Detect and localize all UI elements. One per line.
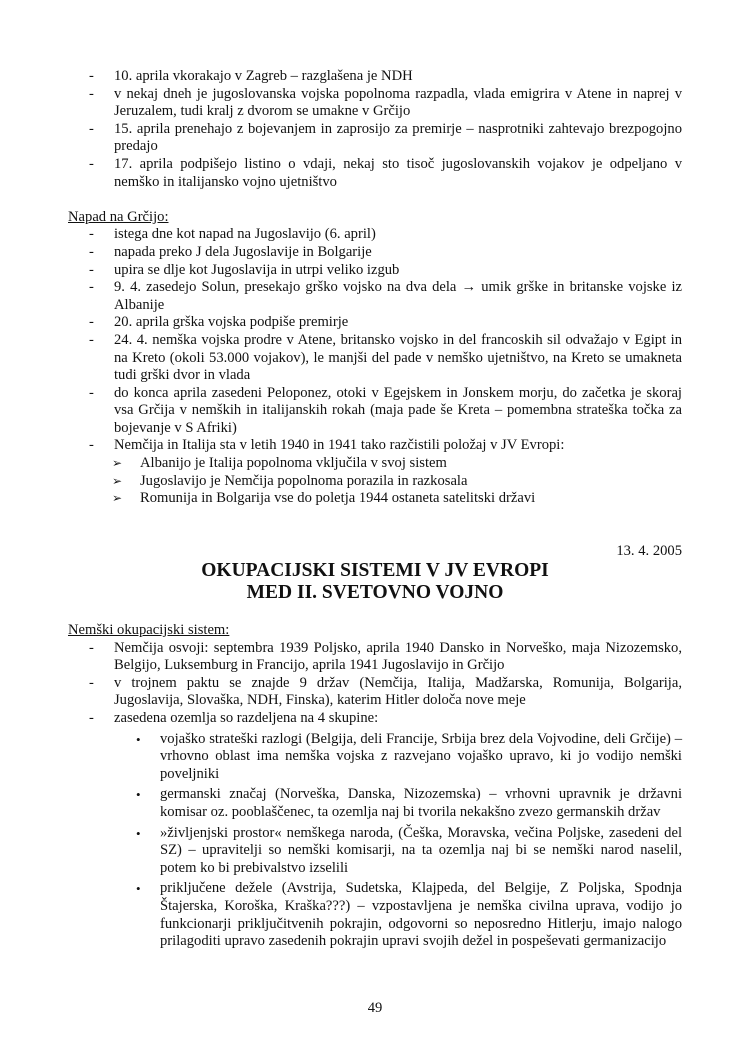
dash-marker: - bbox=[89, 331, 94, 348]
list-item bbox=[68, 262, 682, 280]
list-item-text: Nemčija in Italija sta v letih 1940 in 1941 tako razčistili položaj v JV Evropi: bbox=[114, 437, 565, 454]
arrow-bullet-icon: ➢ bbox=[112, 456, 123, 471]
bullet-dot-icon: • bbox=[136, 881, 141, 897]
list-item-text: do konca aprila zasedeni Peloponez, otoki v Egejskem in Jonskem morju, do začetka je skoraj vsa Grčija v nemških in italijanskih rokah (maja pade še Kreta – pomembna strateška točka za bojevanje v S Afriki) bbox=[114, 384, 682, 436]
list-item-text: zasedena ozemlja so razdeljena na 4 skupine: bbox=[114, 710, 379, 726]
list-item-text: 15. aprila prenehajo z bojevanjem in zaprosijo za premirje – nasprotniki zahtevajo brezpogojno predajo bbox=[114, 120, 682, 155]
list-item-text: 17. aprila podpišejo listino o vdaji, nekaj sto tisoč jugoslovanskih vojakov je odpeljano v nemško in italijansko vojno ujetništvo bbox=[114, 155, 682, 190]
sub-list-item bbox=[68, 473, 682, 491]
sub-list-item bbox=[68, 455, 682, 473]
list-item-text: istega dne kot napad na Jugoslavijo (6. april) bbox=[114, 226, 376, 243]
group-item-text: germanski značaj (Norveška, Danska, Nizozemska) – vrhovni upravnik je državni komisar oz. pooblaščenec, ta ozemlja naj bi tvorila nekakšno zvezo germanskih držav bbox=[160, 786, 682, 820]
greece-sub-list bbox=[68, 455, 682, 508]
list-item bbox=[68, 86, 682, 121]
occupation-groups-list bbox=[68, 731, 682, 951]
list-item bbox=[68, 675, 682, 710]
dash-marker: - bbox=[89, 155, 94, 172]
list-item-text: 24. 4. nemška vojska prodre v Atene, britansko vojsko in del francoskih sil odvažajo v Egipt in na Kreto (okoli 53.000 vojakov), le manjši del pade v nemško ujetništvo, na Kreto se umakneta tudi grški dvor in vlada bbox=[114, 331, 682, 384]
dash-marker: - bbox=[89, 226, 94, 243]
dash-marker: - bbox=[89, 85, 94, 102]
intro-list bbox=[68, 68, 682, 191]
list-item bbox=[68, 314, 682, 332]
section-heading-german-system: Nemški okupacijski sistem: bbox=[68, 622, 230, 639]
section-heading-greece: Napad na Grčijo: bbox=[68, 208, 169, 225]
occupation-group-item bbox=[68, 880, 682, 950]
dash-marker: - bbox=[89, 710, 94, 726]
page-title-line-2: MED II. SVETOVNO VOJNO bbox=[246, 582, 504, 604]
list-item-text: v nekaj dneh je jugoslovanska vojska popolnoma razpadla, vlada emigrira v Atene in naprej v Jeruzalem, tudi kralj z dvorom se umakne v Grčijo bbox=[114, 85, 682, 120]
dash-marker: - bbox=[89, 384, 94, 401]
list-item bbox=[68, 68, 682, 86]
german-list bbox=[68, 640, 682, 728]
bullet-dot-icon: • bbox=[136, 731, 141, 747]
sub-list-item-text: Romunija in Bolgarija vse do poletja 1944 ostaneta satelitski državi bbox=[140, 490, 536, 507]
page-number: 49 bbox=[367, 1000, 383, 1016]
list-item-text: 9. 4. zasedejo Solun, presekajo grško vojsko na dva dela → umik grške in britanske vojske iz Albanije bbox=[114, 279, 682, 313]
occupation-group-item bbox=[68, 825, 682, 878]
sub-list-item-text: Jugoslavijo je Nemčija popolnoma porazila in razkosala bbox=[140, 472, 468, 489]
arrow-bullet-icon: ➢ bbox=[112, 491, 123, 506]
dash-marker: - bbox=[89, 279, 94, 296]
lecture-date: 13. 4. 2005 bbox=[616, 542, 682, 559]
sub-list-item bbox=[68, 490, 682, 508]
dash-marker: - bbox=[89, 437, 94, 454]
list-item-text: Nemčija osvoji: septembra 1939 Poljsko, aprila 1940 Dansko in Norveško, maja Nizozemsko, Belgijo, Luksemburg in Francijo, aprila 1941 Jugoslavijo in Grčijo bbox=[114, 639, 682, 674]
list-item-text: napada preko J dela Jugoslavije in Bolgarije bbox=[114, 243, 372, 260]
arrow-bullet-icon: ➢ bbox=[112, 473, 123, 488]
list-item bbox=[68, 156, 682, 191]
list-item bbox=[68, 332, 682, 385]
dash-marker: - bbox=[89, 120, 94, 137]
dash-marker: - bbox=[89, 261, 94, 278]
dash-marker: - bbox=[89, 68, 94, 84]
greece-list bbox=[68, 226, 682, 455]
list-item bbox=[68, 121, 682, 156]
group-item-text: »življenjski prostor« nemškega naroda, (Češka, Moravska, večina Poljske, zasedeni del SZ) – upravitelji so nemški komisarji, na ta ozemlja naj bi se nemški narod naselil, potem ko bi prebivalstvo izselili bbox=[160, 824, 682, 876]
dash-marker: - bbox=[89, 674, 94, 691]
list-item bbox=[68, 279, 682, 314]
list-item bbox=[68, 226, 682, 244]
list-item bbox=[68, 385, 682, 438]
bullet-dot-icon: • bbox=[136, 787, 141, 803]
list-item-text: v trojnem paktu se znajde 9 držav (Nemčija, Italija, Madžarska, Romunija, Bolgarija, Jugoslavija, Slovaška, NDH, Finska), katerim Hitler določa nove meje bbox=[114, 674, 682, 709]
sub-list-item-text: Albanijo je Italija popolnoma vključila v svoj sistem bbox=[140, 455, 447, 472]
group-item-text: vojaško strateški razlogi (Belgija, deli Francije, Srbija brez dela Vojvodine, deli Grčije) – vrhovno oblast ima nemška vojska z razvejano vojaško upravo, ki jo vodijo nemški poveljniki bbox=[160, 730, 682, 782]
dash-marker: - bbox=[89, 243, 94, 260]
list-item bbox=[68, 244, 682, 262]
page-title-line-1: OKUPACIJSKI SISTEMI V JV EVROPI bbox=[201, 560, 549, 582]
dash-marker: - bbox=[89, 639, 94, 656]
list-item bbox=[68, 437, 682, 455]
group-item-text: priključene dežele (Avstrija, Sudetska, Klajpeda, del Belgije, Z Poljska, Spodnja Štajerska, Koroška, Kraška???) – vzpostavljena je nemška civilna uprava, vodijo jo funkcionarji priključitvenih pokrajin, odgovorni so neposredno Hitlerju, imajo nalogo prilagoditi upravo zasedenih pokrajin upravi svojih dežel in pospeševati germanizacijo bbox=[160, 880, 682, 950]
document-page bbox=[68, 68, 682, 951]
list-item bbox=[68, 710, 682, 728]
list-item-text: upira se dlje kot Jugoslavija in utrpi veliko izgub bbox=[114, 261, 400, 278]
bullet-dot-icon: • bbox=[136, 825, 141, 841]
occupation-group-item bbox=[68, 731, 682, 784]
dash-marker: - bbox=[89, 314, 94, 331]
list-item-text: 20. aprila grška vojska podpiše premirje bbox=[114, 314, 349, 331]
list-item-text: 10. aprila vkorakajo v Zagreb – razglašena je NDH bbox=[114, 68, 413, 84]
list-item bbox=[68, 640, 682, 675]
occupation-group-item bbox=[68, 786, 682, 821]
